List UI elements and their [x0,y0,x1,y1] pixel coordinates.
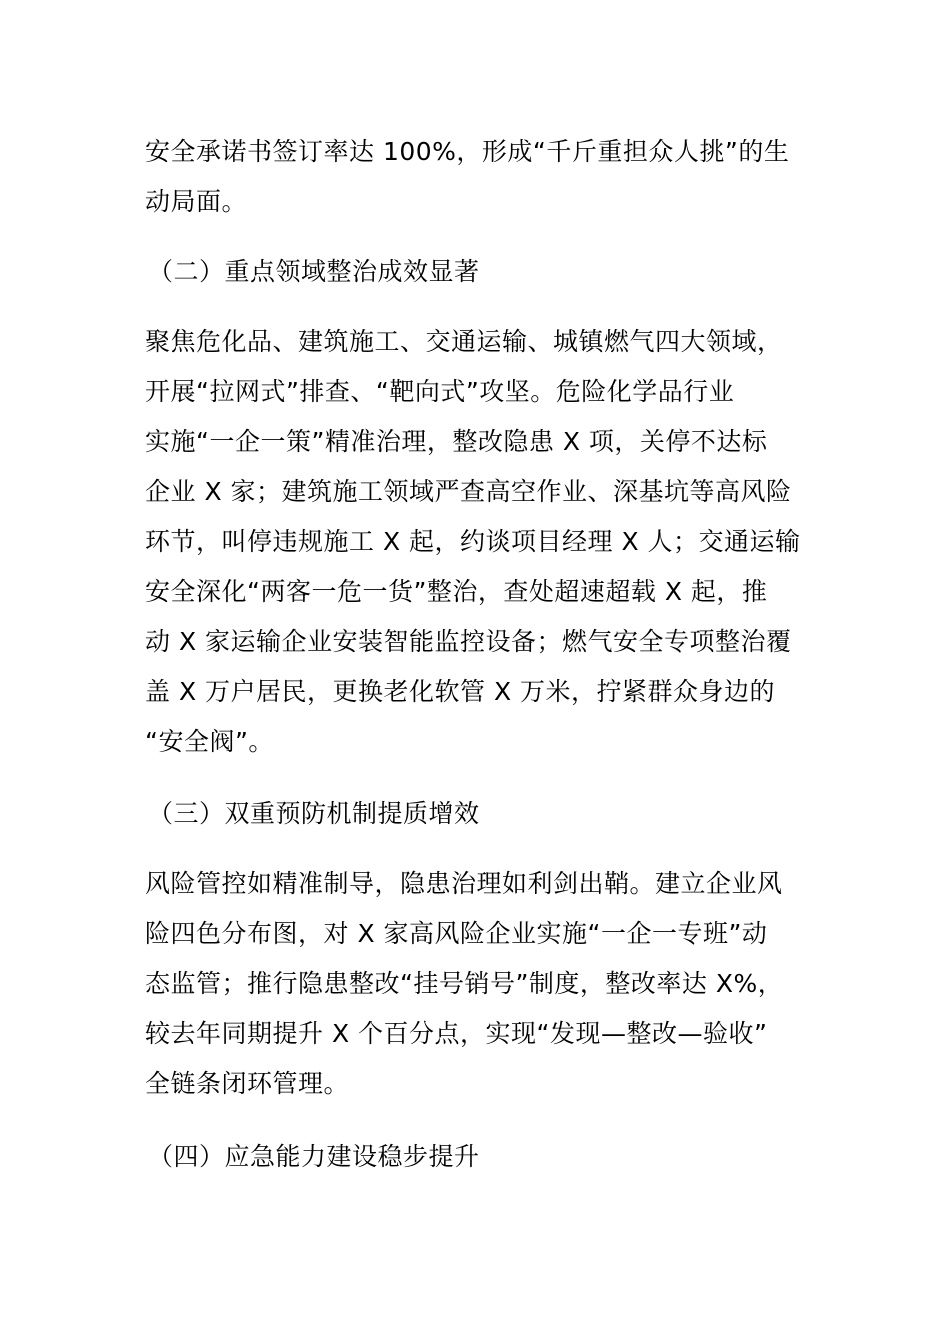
paragraph-line: 安全深化“两客一危一货”整治，查处超速超载 X 起，推 [145,577,768,606]
section-heading-3: （三）双重预防机制提质增效 [148,799,480,828]
paragraph-line: 开展“拉网式”排查、“靶向式”攻坚。危险化学品行业 [145,377,735,406]
paragraph-line: 企业 X 家；建筑施工领域严查高空作业、深基坑等高风险 [145,477,792,506]
paragraph-line: 全链条闭环管理。 [145,1069,350,1098]
paragraph-line: 险四色分布图，对 X 家高风险企业实施“一企一专班”动 [145,919,768,948]
paragraph-line: 安全承诺书签订率达 100%，形成“千斤重担众人挑”的生 [145,137,790,166]
paragraph-line: 较去年同期提升 X 个百分点，实现“发现—整改—验收” [145,1019,768,1048]
paragraph-line: 动 X 家运输企业安装智能监控设备；燃气安全专项整治覆 [145,627,792,656]
paragraph-line: 动局面。 [145,187,248,216]
section-heading-2: （二）重点领域整治成效显著 [148,257,480,286]
paragraph-line: “安全阀”。 [145,727,274,756]
paragraph-line: 实施“一企一策”精准治理，整改隐患 X 项，关停不达标 [145,427,768,456]
section-heading-4: （四）应急能力建设稳步提升 [148,1142,480,1171]
paragraph-line: 盖 X 万户居民，更换老化软管 X 万米，拧紧群众身边的 [145,677,776,706]
paragraph-line: 态监管；推行隐患整改“挂号销号”制度，整改率达 X%， [145,969,784,998]
paragraph-line: 聚焦危化品、建筑施工、交通运输、城镇燃气四大领域， [145,327,783,356]
paragraph-line: 风险管控如精准制导，隐患治理如利剑出鞘。建立企业风 [145,869,783,898]
paragraph-line: 环节，叫停违规施工 X 起，约谈项目经理 X 人；交通运输 [145,527,801,556]
